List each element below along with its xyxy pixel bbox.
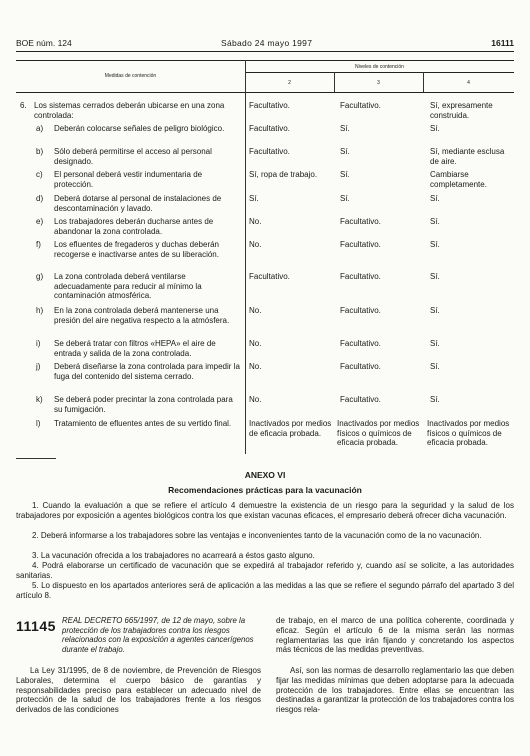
row-level-3: Facultativo.: [340, 217, 381, 226]
row-measure: Los sistemas cerrados deberán ubicarse en una zona controlada:: [34, 101, 225, 120]
row-number: k): [36, 395, 43, 404]
level-2-header: 2: [288, 80, 291, 86]
level-3-header: 3: [377, 80, 380, 86]
col-divider: [245, 92, 246, 454]
row-level-2: Sí.: [249, 194, 259, 203]
row-measure: El personal deberá vestir indumentaria de protección.: [54, 170, 203, 189]
row-level-2: Sí, ropa de trabajo.: [249, 170, 318, 179]
decree-title: REAL DECRETO 665/1997, de 12 de mayo, sobre la protección de los trabajadores contra los riesgos relacionados con la exposición a agentes cancerígenos durante el trabajo.: [62, 616, 254, 654]
row-level-3: Sí.: [340, 124, 350, 133]
row-level-3: Sí.: [340, 147, 350, 156]
row-measure: Se deberá tratar con filtros «HEPA» el aire de entrada y salida de la zona controlada.: [54, 339, 216, 358]
row-number: f): [36, 240, 41, 249]
measures-col-header: Medidas de contención: [104, 73, 157, 79]
row-measure: Sólo deberá permitirse el acceso al personal designado.: [54, 147, 212, 166]
levels-header: Niveles de contención: [355, 64, 404, 70]
decree-body-left: La Ley 31/1995, de 8 de noviembre, de Prevención de Riesgos Laborales, determina el cuerpo básico de garantías y responsabilidades preciso para establecer un adecuado nivel de protección de la salud de los trabajadores frente a los riesgos derivados de las condiciones: [16, 666, 261, 715]
row-level-4: Inactivados por medios físicos o químicos de eficacia probada.: [427, 419, 510, 447]
header-rule: [16, 51, 514, 52]
row-level-2: No.: [249, 306, 262, 315]
table-end-rule: [16, 458, 56, 459]
annex-title: ANEXO VI: [244, 470, 286, 480]
row-measure: Los trabajadores deberán ducharse antes de abandonar la zona controlada.: [54, 217, 214, 236]
row-level-2: Facultativo.: [249, 272, 290, 281]
level-4-header: 4: [467, 80, 470, 86]
row-measure: Se deberá poder precintar la zona controlada para su fumigación.: [54, 395, 233, 414]
row-level-3: Facultativo.: [340, 339, 381, 348]
annex-subtitle: Recomendaciones prácticas para la vacunación: [168, 485, 362, 495]
row-number: a): [36, 124, 44, 133]
journal-issue: BOE núm. 124: [16, 38, 72, 48]
page-header: [16, 38, 514, 50]
row-level-3: Facultativo.: [340, 240, 381, 249]
row-level-3: Facultativo.: [340, 101, 381, 110]
row-number: e): [36, 217, 44, 226]
row-number: 6.: [20, 101, 27, 110]
row-number: h): [36, 306, 44, 315]
row-level-4: Sí.: [430, 339, 440, 348]
table-top-rule: [16, 60, 514, 61]
row-level-2: Facultativo.: [249, 124, 290, 133]
row-level-3: Facultativo.: [340, 306, 381, 315]
col-divider: [423, 72, 424, 92]
col-divider: [245, 60, 246, 92]
row-level-2: No.: [249, 395, 262, 404]
row-level-3: Facultativo.: [340, 362, 381, 371]
row-level-4: Sí.: [430, 272, 440, 281]
row-measure: Deberá dotarse al personal de instalaciones de descontaminación y lavado.: [54, 194, 222, 213]
row-level-3: Sí.: [340, 170, 350, 179]
row-measure: Deberán colocarse señales de peligro biológico.: [54, 124, 225, 133]
row-level-4: Sí.: [430, 306, 440, 315]
decree-number: 11145: [16, 618, 56, 634]
row-level-2: No.: [249, 217, 262, 226]
row-level-4: Sí.: [430, 362, 440, 371]
row-level-4: Sí.: [430, 240, 440, 249]
page-number: 16111: [491, 38, 514, 48]
row-measure: Los efluentes de fregaderos y duchas deberán recogerse e inactivarse antes de su liberación.: [54, 240, 220, 259]
row-level-3: Facultativo.: [340, 272, 381, 281]
row-number: l): [36, 419, 41, 428]
row-level-2: No.: [249, 240, 262, 249]
publication-date: Sábado 24 mayo 1997: [221, 38, 313, 48]
row-measure: En la zona controlada deberá mantenerse una presión del aire negativa respecto a la atmósfera.: [54, 306, 230, 325]
table-header-rule: [16, 92, 514, 93]
row-measure: Deberá diseñarse la zona controlada para impedir la fuga del contenido del sistema cerrado.: [54, 362, 240, 381]
col-divider: [334, 72, 335, 92]
row-number: c): [36, 170, 43, 179]
annex-item: 4. Podrá elaborarse un certificado de vacunación que se expedirá al trabajador referido y, cuando así se solicite, a las autoridades sanitarias.: [16, 561, 514, 580]
row-number: j): [36, 362, 41, 371]
row-level-2: Facultativo.: [249, 101, 290, 110]
row-level-2: Inactivados por medios de eficacia probada.: [249, 419, 332, 438]
row-level-4: Cambiarse completamente.: [430, 170, 487, 189]
row-level-4: Sí.: [430, 124, 440, 133]
row-level-2: No.: [249, 339, 262, 348]
row-level-2: Facultativo.: [249, 147, 290, 156]
annex-item: 2. Deberá informarse a los trabajadores sobre las ventajas e inconvenientes tanto de la vacunación como de la no vacunación.: [32, 531, 482, 540]
annex-item: 3. La vacunación ofrecida a los trabajadores no acarreará a éstos gasto alguno.: [32, 551, 315, 560]
row-level-3: Inactivados por medios físicos o químicos de eficacia probada.: [337, 419, 420, 447]
row-level-4: Sí.: [430, 217, 440, 226]
row-number: b): [36, 147, 44, 156]
row-number: g): [36, 272, 44, 281]
annex-item: 5. Lo dispuesto en los apartados anteriores será de aplicación a las medidas a las que se refiere el segundo párrafo del apartado 3 del artículo 8.: [16, 581, 514, 600]
row-number: d): [36, 194, 44, 203]
row-number: i): [36, 339, 41, 348]
decree-body-right: Así, son las normas de desarrollo reglamentario las que deben fijar las medidas mínimas que deben adoptarse para la adecuada protección de los trabajadores. Entre ellas se encuentran las destinadas a garantizar la protección de los trabajadores contra los riesgos rela-: [276, 666, 514, 715]
row-level-4: Sí, mediante esclusa de aire.: [430, 147, 505, 166]
row-level-3: Facultativo.: [340, 395, 381, 404]
row-level-3: Sí.: [340, 194, 350, 203]
row-level-2: No.: [249, 362, 262, 371]
row-level-4: Sí, expresamente construida.: [430, 101, 493, 120]
levels-subrule: [245, 72, 514, 73]
row-measure: La zona controlada deberá ventilarse adecuadamente para reducir al mínimo la contaminación atmosférica.: [54, 272, 202, 300]
decree-body-right: de trabajo, en el marco de una política coherente, coordinada y eficaz. Según el artículo 6 de la misma serán las normas reglamentarias las que irán fijando y concretando los aspectos más técnicos de las medidas preventivas.: [276, 616, 514, 655]
row-level-4: Sí.: [430, 194, 440, 203]
annex-item: 1. Cuando la evaluación a que se refiere el artículo 4 demuestre la existencia de un riesgo para la seguridad y la salud de los trabajadores por exposición a agentes biológicos contra los que existan vacunas eficaces, el empresario deberá ofrecer dicha vacunación.: [16, 501, 514, 520]
row-measure: Tratamiento de efluentes antes de su vertido final.: [54, 419, 232, 428]
row-level-4: Sí.: [430, 395, 440, 404]
